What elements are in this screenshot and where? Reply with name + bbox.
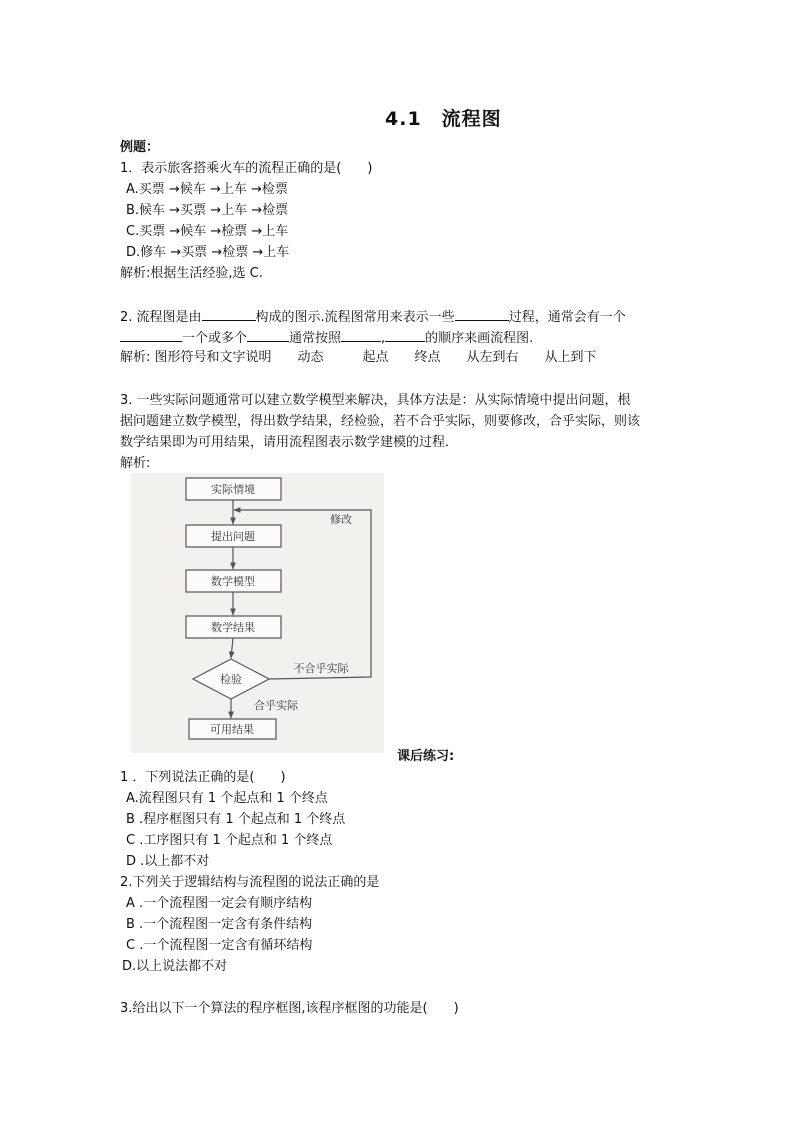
q1-stem: 1．表示旅客搭乘火车的流程正确的是( ) <box>120 161 373 176</box>
exercise-heading: 课后练习: <box>397 749 455 764</box>
fill-blank <box>385 327 425 342</box>
q2-text-4: 一个或多个 <box>182 331 248 346</box>
q2-text-2: 构成的图示.流程图常用来表示一些 <box>255 310 455 325</box>
q1-option-a: A.买票 →候车 →上车 →检票 <box>126 182 288 197</box>
node-usable: 可用结果 <box>210 723 254 736</box>
fill-blank <box>455 306 509 321</box>
e2-option-a: A .一个流程图一定会有顺序结构 <box>126 896 313 911</box>
q2-text-5: 通常按照 <box>289 331 342 346</box>
flowchart-figure <box>131 473 384 753</box>
label-not-fit: 不合乎实际 <box>293 662 349 675</box>
label-fit: 合乎实际 <box>254 699 298 712</box>
node-model: 数学模型 <box>211 575 255 588</box>
q2-text-1: 2. 流程图是由 <box>120 310 202 325</box>
q3-analysis: 解析: <box>120 456 151 471</box>
q3-line1: 3. 一些实际问题通常可以建立数学模型来解决，具体方法是：从实际情境中提出问题，根 <box>120 393 631 408</box>
q1-analysis: 解析:根据生活经验,选 C. <box>120 266 263 281</box>
e1-stem: 1 ．下列说法正确的是( ) <box>120 770 286 785</box>
q2-line1 <box>120 306 626 328</box>
fill-blank <box>202 306 256 321</box>
e1-option-b: B .程序框图只有 1 个起点和 1 个终点 <box>126 812 346 827</box>
e1-option-a: A.流程图只有 1 个起点和 1 个终点 <box>126 791 328 806</box>
example-heading: 例题： <box>120 140 160 155</box>
fill-blank <box>120 327 182 342</box>
page-title: 4.1 流程图 <box>385 108 502 130</box>
node-situation: 实际情境 <box>211 483 255 496</box>
q2-line2 <box>120 327 533 349</box>
q2-text-6: , <box>381 331 386 346</box>
e1-option-d: D .以上都不对 <box>126 854 210 869</box>
e3-stem: 3.给出以下一个算法的程序框图,该程序框图的功能是( ) <box>120 1001 459 1016</box>
q3-line2: 据问题建立数学模型，得出数学结果，经检验，若不合乎实际，则要修改，合乎实际，则该 <box>120 414 641 429</box>
e2-option-d: D.以上说法都不对 <box>122 959 228 974</box>
e2-option-c: C .一个流程图一定含有循环结构 <box>126 938 313 953</box>
e1-option-c: C .工序图只有 1 个起点和 1 个终点 <box>126 833 333 848</box>
e2-stem: 2.下列关于逻辑结构与流程图的说法正确的是 <box>120 875 380 890</box>
fill-blank <box>341 327 381 342</box>
node-check: 检验 <box>220 673 242 686</box>
q1-option-b: B.候车 →买票 →上车 →检票 <box>126 203 289 218</box>
node-result: 数学结果 <box>211 621 255 634</box>
q3-line3: 数学结果即为可用结果，请用流程图表示数学建模的过程． <box>120 435 459 450</box>
q1-option-c: C.买票 →候车 →检票 →上车 <box>126 224 289 239</box>
label-modify: 修改 <box>330 513 352 526</box>
e2-option-b: B .一个流程图一定含有条件结构 <box>126 917 313 932</box>
q1-option-d: D.修车 →买票 →检票 →上车 <box>126 245 290 260</box>
node-problem: 提出问题 <box>211 530 255 543</box>
q2-text-3: 过程，通常会有一个 <box>508 310 626 325</box>
q2-text-7: 的顺序来画流程图. <box>425 331 534 346</box>
q2-analysis: 解析: 图形符号和文字说明 动态 起点 终点 从左到右 从上到下 <box>120 350 597 365</box>
fill-blank <box>247 327 289 342</box>
